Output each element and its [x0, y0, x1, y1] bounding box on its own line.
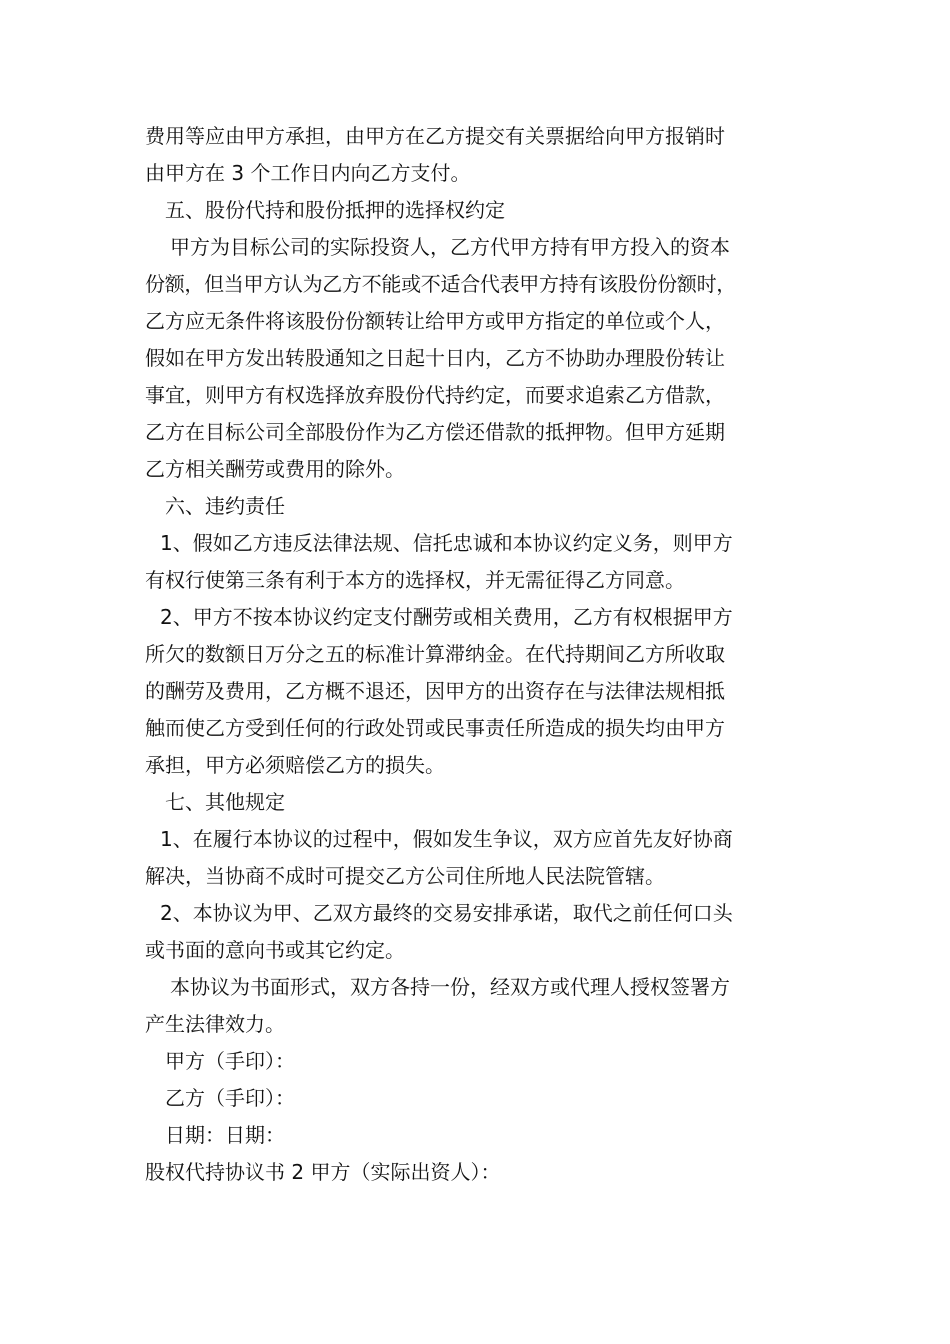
paragraph-line: 乙方应无条件将该股份份额转让给甲方或甲方指定的单位或个人， [145, 309, 725, 333]
paragraph-line: 乙方相关酬劳或费用的除外。 [145, 457, 405, 481]
paragraph-line: 解决，当协商不成时可提交乙方公司住所地人民法院管辖。 [145, 864, 665, 888]
paragraph-line: 1、假如乙方违反法律法规、信托忠诚和本协议约定义务，则甲方 [160, 531, 733, 555]
paragraph-line: 甲方为目标公司的实际投资人，乙方代甲方持有甲方投入的资本 [170, 235, 730, 259]
paragraph-line: 或书面的意向书或其它约定。 [145, 938, 405, 962]
paragraph-line: 承担，甲方必须赔偿乙方的损失。 [145, 753, 445, 777]
paragraph-line: 事宜，则甲方有权选择放弃股份代持约定，而要求追索乙方借款， [145, 383, 725, 407]
signature-date: 日期：日期： [165, 1123, 285, 1147]
paragraph-line: 费用等应由甲方承担，由甲方在乙方提交有关票据给向甲方报销时 [145, 124, 725, 148]
paragraph-line: 1、在履行本协议的过程中，假如发生争议，双方应首先友好协商 [160, 827, 733, 851]
paragraph-line: 乙方在目标公司全部股份作为乙方偿还借款的抵押物。但甲方延期 [145, 420, 725, 444]
paragraph-line: 2、本协议为甲、乙双方最终的交易安排承诺，取代之前任何口头 [160, 901, 733, 925]
paragraph-line: 本协议为书面形式，双方各持一份，经双方或代理人授权签署方 [170, 975, 730, 999]
section-heading-6: 六、违约责任 [165, 494, 285, 518]
paragraph-line: 由甲方在 3 个工作日内向乙方支付。 [145, 161, 471, 185]
paragraph-line: 触而使乙方受到任何的行政处罚或民事责任所造成的损失均由甲方 [145, 716, 725, 740]
paragraph-line: 2、甲方不按本协议约定支付酬劳或相关费用，乙方有权根据甲方 [160, 605, 733, 629]
paragraph-line: 的酬劳及费用，乙方概不退还，因甲方的出资存在与法律法规相抵 [145, 679, 725, 703]
paragraph-line: 产生法律效力。 [145, 1012, 285, 1036]
next-document-title: 股权代持协议书 2 甲方（实际出资人）： [145, 1160, 501, 1184]
paragraph-line: 所欠的数额日万分之五的标准计算滞纳金。在代持期间乙方所收取 [145, 642, 725, 666]
section-heading-5: 五、股份代持和股份抵押的选择权约定 [165, 198, 505, 222]
signature-party-a: 甲方（手印）： [165, 1049, 295, 1073]
paragraph-line: 有权行使第三条有利于本方的选择权，并无需征得乙方同意。 [145, 568, 685, 592]
signature-party-b: 乙方（手印）： [165, 1086, 295, 1110]
paragraph-line: 份额，但当甲方认为乙方不能或不适合代表甲方持有该股份份额时， [145, 272, 736, 296]
document-body [145, 118, 815, 1191]
section-heading-7: 七、其他规定 [165, 790, 285, 814]
paragraph-line: 假如在甲方发出转股通知之日起十日内，乙方不协助办理股份转让 [145, 346, 725, 370]
